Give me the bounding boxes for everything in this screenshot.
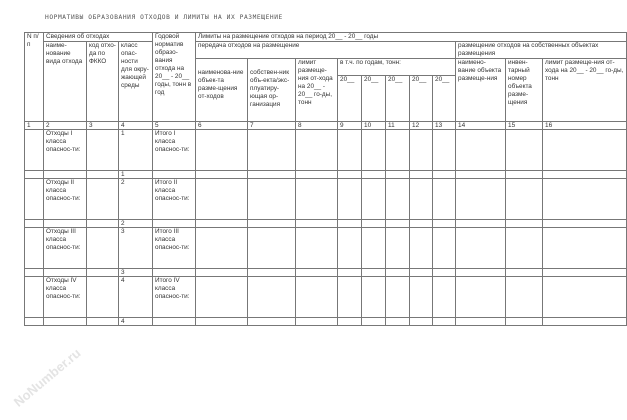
table-row-hazard-group bbox=[25, 179, 627, 220]
table-cell bbox=[338, 179, 362, 220]
table-cell bbox=[362, 277, 386, 318]
table-cell bbox=[296, 277, 338, 318]
table-cell bbox=[44, 220, 87, 228]
table-cell bbox=[386, 277, 410, 318]
table-cell bbox=[362, 269, 386, 277]
table-cell bbox=[410, 318, 433, 326]
table-cell bbox=[44, 171, 87, 179]
header-object-name: наименова-ние объек-та разме-щения от-ходов bbox=[196, 59, 248, 122]
table-cell bbox=[248, 269, 296, 277]
document-title: НОРМАТИВЫ ОБРАЗОВАНИЯ ОТХОДОВ И ЛИМИТЫ НА ИХ РАЗМЕЩЕНИЕ bbox=[45, 14, 283, 21]
table-cell bbox=[433, 130, 456, 171]
table-cell bbox=[248, 130, 296, 171]
table-row-hazard-group bbox=[25, 130, 627, 171]
table-row-hazard-group bbox=[25, 277, 627, 318]
header-np: N п/п bbox=[25, 33, 44, 122]
header-transfer-limit: лимит размеще-ния от-хода на 20__ - 20__ го-ды, тонн bbox=[296, 59, 338, 122]
hazard-class: 4 bbox=[119, 277, 153, 318]
table-cell bbox=[506, 269, 543, 277]
waste-group-name: Отходы III класса опаснос-ти: bbox=[44, 228, 87, 269]
table-cell bbox=[87, 318, 119, 326]
table-cell bbox=[296, 228, 338, 269]
header-year-2: 20__ bbox=[362, 76, 386, 122]
table-cell bbox=[153, 269, 196, 277]
table-cell bbox=[338, 318, 362, 326]
table-cell bbox=[25, 179, 44, 220]
table-cell bbox=[506, 179, 543, 220]
table-cell bbox=[248, 220, 296, 228]
table-cell bbox=[433, 171, 456, 179]
header-limits: Лимиты на размещение отходов на период 20__ - 20__ годы bbox=[196, 33, 627, 42]
table-cell bbox=[456, 318, 506, 326]
table-row-hazard-group bbox=[25, 228, 627, 269]
table-cell bbox=[456, 228, 506, 269]
table-cell bbox=[543, 179, 627, 220]
column-number: 11 bbox=[386, 122, 410, 130]
waste-limits-table bbox=[24, 32, 627, 326]
table-cell bbox=[87, 277, 119, 318]
table-cell bbox=[44, 269, 87, 277]
header-own-limit: лимит размеще-ния от-хода на 20__ - 20__ го-ды, тонн bbox=[543, 59, 627, 122]
header-waste-name: наиме-нование вида отхода bbox=[44, 42, 87, 122]
table-cell bbox=[543, 228, 627, 269]
table-cell bbox=[296, 318, 338, 326]
table-cell bbox=[386, 130, 410, 171]
table-cell bbox=[386, 179, 410, 220]
class-total: Итого II класса опаснос-ти: bbox=[153, 179, 196, 220]
header-year-4: 20__ bbox=[410, 76, 433, 122]
table-cell bbox=[25, 130, 44, 171]
table-cell bbox=[543, 277, 627, 318]
table-row-sub bbox=[25, 171, 627, 179]
table-cell bbox=[296, 130, 338, 171]
column-number: 3 bbox=[87, 122, 119, 130]
table-cell bbox=[506, 318, 543, 326]
table-cell bbox=[543, 130, 627, 171]
column-number: 4 bbox=[119, 122, 153, 130]
table-row-sub bbox=[25, 318, 627, 326]
table-cell bbox=[543, 269, 627, 277]
class-total: Итого III класса опаснос-ти: bbox=[153, 228, 196, 269]
table-cell bbox=[456, 277, 506, 318]
table-cell bbox=[506, 220, 543, 228]
table-cell bbox=[338, 171, 362, 179]
column-number: 7 bbox=[248, 122, 296, 130]
table-cell bbox=[25, 318, 44, 326]
header-hazard-class: класс опас-ности для окру-жающей среды bbox=[119, 42, 153, 122]
table-cell bbox=[196, 318, 248, 326]
header-owner: собствен-ник объ-екта/экс-плуатиру-ющая ор-ганизация bbox=[248, 59, 296, 122]
header-year-3: 20__ bbox=[386, 76, 410, 122]
header-inventory-number: инвен-тарный номер объекта разме-щения bbox=[506, 59, 543, 122]
table-cell bbox=[338, 220, 362, 228]
table-cell bbox=[25, 220, 44, 228]
column-number: 9 bbox=[338, 122, 362, 130]
waste-group-name: Отходы I класса опаснос-ти: bbox=[44, 130, 87, 171]
table-cell bbox=[410, 171, 433, 179]
column-number: 15 bbox=[506, 122, 543, 130]
table-cell bbox=[456, 130, 506, 171]
table-cell bbox=[196, 269, 248, 277]
table-cell bbox=[248, 277, 296, 318]
table-cell bbox=[386, 220, 410, 228]
table-cell bbox=[338, 277, 362, 318]
table-cell bbox=[87, 220, 119, 228]
table-cell bbox=[433, 277, 456, 318]
table-cell bbox=[506, 130, 543, 171]
table-cell bbox=[543, 171, 627, 179]
class-total: Итого I класса опаснос-ти: bbox=[153, 130, 196, 171]
table-cell bbox=[362, 318, 386, 326]
column-number: 13 bbox=[433, 122, 456, 130]
column-number: 6 bbox=[196, 122, 248, 130]
sub-hazard-class: 4 bbox=[119, 318, 153, 326]
table-cell bbox=[433, 179, 456, 220]
table-cell bbox=[87, 228, 119, 269]
table-cell bbox=[456, 171, 506, 179]
table-cell bbox=[44, 318, 87, 326]
table-cell bbox=[25, 269, 44, 277]
table-cell bbox=[338, 130, 362, 171]
table-cell bbox=[296, 220, 338, 228]
table-cell bbox=[456, 269, 506, 277]
table-cell bbox=[196, 228, 248, 269]
header-transfer: передача отходов на размещение bbox=[196, 42, 456, 59]
header-own-object-name: наимено-вание объекта размеще-ния bbox=[456, 59, 506, 122]
table-cell bbox=[410, 179, 433, 220]
table-cell bbox=[296, 179, 338, 220]
waste-group-name: Отходы IV класса опаснос-ти: bbox=[44, 277, 87, 318]
table-cell bbox=[196, 171, 248, 179]
table-cell bbox=[433, 220, 456, 228]
column-number: 14 bbox=[456, 122, 506, 130]
header-waste-info: Сведения об отходах bbox=[44, 33, 153, 42]
column-numbers-row bbox=[25, 122, 627, 130]
table-cell bbox=[433, 269, 456, 277]
table-cell bbox=[196, 130, 248, 171]
waste-group-name: Отходы II класса опаснос-ти: bbox=[44, 179, 87, 220]
sub-hazard-class: 2 bbox=[119, 220, 153, 228]
table-cell bbox=[248, 179, 296, 220]
table-cell bbox=[456, 179, 506, 220]
header-year-5: 20__ bbox=[433, 76, 456, 122]
table-cell bbox=[386, 228, 410, 269]
column-number: 8 bbox=[296, 122, 338, 130]
table-cell bbox=[456, 220, 506, 228]
table-cell bbox=[87, 130, 119, 171]
class-total: Итого IV класса опаснос-ти: bbox=[153, 277, 196, 318]
header-by-years: в т.ч. по годам, тонн: bbox=[338, 59, 456, 76]
table-cell bbox=[410, 220, 433, 228]
header-annual-norm: Годовой норматив образо-вания отхода на 20__ - 20__ годы, тонн в год bbox=[153, 33, 196, 122]
table-cell bbox=[87, 179, 119, 220]
column-number: 1 bbox=[25, 122, 44, 130]
table-cell bbox=[25, 171, 44, 179]
column-number: 16 bbox=[543, 122, 627, 130]
table-cell bbox=[296, 269, 338, 277]
header-own-placement: размещение отходов на собственных объектах размещения bbox=[456, 42, 627, 59]
table-cell bbox=[543, 318, 627, 326]
table-cell bbox=[386, 318, 410, 326]
table-cell bbox=[410, 130, 433, 171]
column-number: 10 bbox=[362, 122, 386, 130]
header-fkko-code: код отхо-да по ФККО bbox=[87, 42, 119, 122]
sub-hazard-class: 1 bbox=[119, 171, 153, 179]
table-cell bbox=[196, 277, 248, 318]
column-number: 2 bbox=[44, 122, 87, 130]
table-cell bbox=[386, 171, 410, 179]
table-cell bbox=[196, 220, 248, 228]
table-cell bbox=[248, 171, 296, 179]
column-number: 5 bbox=[153, 122, 196, 130]
table-cell bbox=[153, 220, 196, 228]
table-cell bbox=[248, 318, 296, 326]
table-cell bbox=[410, 269, 433, 277]
table-cell bbox=[87, 171, 119, 179]
table-cell bbox=[362, 130, 386, 171]
table-row-sub bbox=[25, 220, 627, 228]
table-cell bbox=[386, 269, 410, 277]
table-cell bbox=[25, 277, 44, 318]
hazard-class: 3 bbox=[119, 228, 153, 269]
table-cell bbox=[362, 171, 386, 179]
table-cell bbox=[196, 179, 248, 220]
hazard-class: 2 bbox=[119, 179, 153, 220]
table-cell bbox=[433, 228, 456, 269]
table-cell bbox=[543, 220, 627, 228]
table-cell bbox=[296, 171, 338, 179]
header-year-1: 20__ bbox=[338, 76, 362, 122]
table-cell bbox=[506, 171, 543, 179]
sub-hazard-class: 3 bbox=[119, 269, 153, 277]
hazard-class: 1 bbox=[119, 130, 153, 171]
table-cell bbox=[410, 277, 433, 318]
table-cell bbox=[362, 228, 386, 269]
table-cell bbox=[506, 277, 543, 318]
table-cell bbox=[248, 228, 296, 269]
table-cell bbox=[506, 228, 543, 269]
table-cell bbox=[338, 228, 362, 269]
watermark: NoNumber.ru bbox=[10, 345, 84, 410]
table-cell bbox=[25, 228, 44, 269]
table-cell bbox=[362, 179, 386, 220]
table-row-sub bbox=[25, 269, 627, 277]
column-number: 12 bbox=[410, 122, 433, 130]
table-cell bbox=[362, 220, 386, 228]
table-cell bbox=[433, 318, 456, 326]
table-cell bbox=[153, 171, 196, 179]
table-cell bbox=[338, 269, 362, 277]
table-cell bbox=[87, 269, 119, 277]
table-cell bbox=[153, 318, 196, 326]
table-cell bbox=[410, 228, 433, 269]
